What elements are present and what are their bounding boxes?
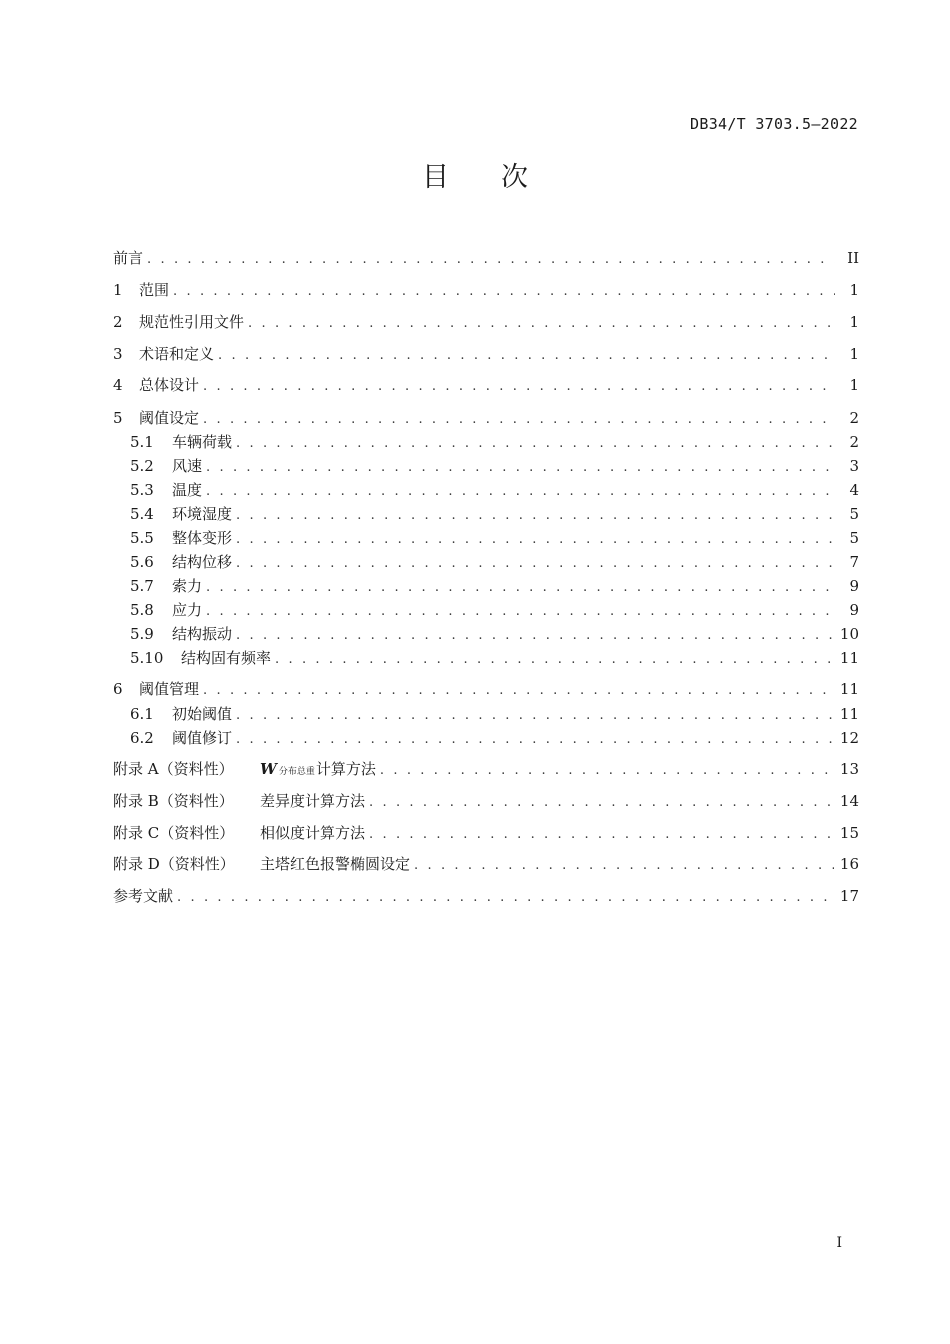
toc-entry-page: II <box>847 249 859 267</box>
appendix-label: 相似度计算方法 <box>260 824 366 842</box>
toc-entry-page: 5 <box>849 505 859 523</box>
appendix-page: 16 <box>839 855 859 873</box>
toc-entry-page: 3 <box>849 457 859 475</box>
dot-leader <box>369 824 834 846</box>
dot-leader <box>203 376 835 398</box>
dot-leader <box>380 760 834 782</box>
toc-entry-page: 1 <box>849 376 859 394</box>
standard-number: DB34/T 3703.5—2022 <box>690 115 858 133</box>
toc-entry-number: 5 <box>113 409 123 427</box>
toc-entry[interactable] <box>113 247 859 269</box>
toc-entry[interactable] <box>130 727 859 749</box>
toc-entry[interactable] <box>130 599 859 621</box>
toc-entry-label: 结构位移 <box>172 553 233 571</box>
toc-entry[interactable] <box>130 551 859 573</box>
toc-entry-number: 5.3 <box>130 481 154 499</box>
toc-entry-number: 1 <box>113 281 123 299</box>
toc-entry-number: 2 <box>113 313 123 331</box>
dot-leader <box>236 729 834 751</box>
toc-entry-label: 车辆荷载 <box>172 433 233 451</box>
toc-references-entry[interactable] <box>113 885 859 907</box>
toc-entry-page: 10 <box>839 625 859 643</box>
dot-leader <box>203 680 834 702</box>
toc-entry-number: 6 <box>113 680 123 698</box>
title-char-2: 次 <box>501 162 528 193</box>
toc-entry[interactable] <box>113 407 859 429</box>
appendix-prefix: 附录 C（资料性） <box>113 824 235 842</box>
toc-entry-label: 环境湿度 <box>172 505 233 523</box>
toc-entry-page: 12 <box>839 729 859 747</box>
appendix-label: 差异度计算方法 <box>260 792 366 810</box>
appendix-prefix: 附录 B（资料性） <box>113 792 234 810</box>
toc-entry-page: 11 <box>839 705 859 723</box>
toc-entry-label: 结构振动 <box>172 625 233 643</box>
toc-entry-page: 1 <box>849 281 859 299</box>
appendix-page: 15 <box>839 824 859 842</box>
toc-entry[interactable] <box>130 623 859 645</box>
dot-leader <box>236 625 834 647</box>
dot-leader <box>248 313 835 335</box>
toc-entry-label: 结构固有频率 <box>181 649 272 667</box>
dot-leader <box>206 481 835 503</box>
appendix-prefix: 附录 D（资料性） <box>113 855 235 873</box>
toc-entry-label: 总体设计 <box>139 376 200 394</box>
dot-leader <box>369 792 834 814</box>
toc-entry-page: 9 <box>849 577 859 595</box>
toc-appendix-entry[interactable] <box>113 853 859 875</box>
toc-entry[interactable] <box>113 343 859 365</box>
toc-entry[interactable] <box>113 678 859 700</box>
references-page: 17 <box>839 887 859 905</box>
toc-entry-number: 5.1 <box>130 433 154 451</box>
toc-entry-number: 5.2 <box>130 457 154 475</box>
toc-entry-number: 4 <box>113 376 123 394</box>
toc-entry[interactable] <box>130 503 859 525</box>
toc-entry-label: 风速 <box>172 457 203 475</box>
toc-entry-page: 4 <box>849 481 859 499</box>
toc-entry-number: 5.4 <box>130 505 154 523</box>
toc-entry-label: 术语和定义 <box>139 345 215 363</box>
toc-entry-number: 6.2 <box>130 729 154 747</box>
references-label: 参考文献 <box>113 887 174 905</box>
toc-appendix-entry[interactable] <box>113 822 859 844</box>
dot-leader <box>206 457 835 479</box>
dot-leader <box>206 601 835 623</box>
toc-entry-label: 索力 <box>172 577 203 595</box>
dot-leader <box>203 409 835 431</box>
toc-entry-page: 1 <box>849 313 859 331</box>
toc-entry[interactable] <box>130 527 859 549</box>
toc-entry[interactable] <box>113 279 859 301</box>
dot-leader <box>414 855 834 877</box>
formula-subscript: 分布总重 <box>278 767 315 777</box>
toc-entry-label: 范围 <box>139 281 170 299</box>
toc-entry-label: 整体变形 <box>172 529 233 547</box>
formula-variable: W <box>260 760 277 778</box>
dot-leader <box>236 505 835 527</box>
toc-entry-label: 规范性引用文件 <box>139 313 245 331</box>
toc-entry-page: 2 <box>849 409 859 427</box>
toc-entry-label: 前言 <box>113 249 144 267</box>
toc-entry[interactable] <box>113 374 859 396</box>
dot-leader <box>236 553 835 575</box>
toc-entry[interactable] <box>130 703 859 725</box>
toc-entry-label: 初始阈值 <box>172 705 233 723</box>
toc-appendix-entry[interactable] <box>113 758 859 780</box>
dot-leader <box>177 887 834 909</box>
footer-page-number: I <box>836 1235 842 1251</box>
toc-entry-page: 2 <box>849 433 859 451</box>
appendix-page: 13 <box>839 760 859 778</box>
toc-entry-label: 温度 <box>172 481 203 499</box>
title-char-1: 目 <box>422 162 449 193</box>
toc-entry[interactable] <box>113 311 859 333</box>
toc-entry-page: 7 <box>849 553 859 571</box>
dot-leader <box>236 433 835 455</box>
toc-entry[interactable] <box>130 455 859 477</box>
toc-entry[interactable] <box>130 431 859 453</box>
dot-leader <box>275 649 834 671</box>
toc-entry[interactable] <box>130 575 859 597</box>
toc-entry-number: 6.1 <box>130 705 154 723</box>
dot-leader <box>218 345 835 367</box>
toc-entry-label: 阈值管理 <box>139 680 200 698</box>
toc-entry-page: 5 <box>849 529 859 547</box>
toc-entry-number: 5.6 <box>130 553 154 571</box>
toc-entry[interactable] <box>130 647 859 669</box>
toc-entry-number: 5.9 <box>130 625 154 643</box>
dot-leader <box>236 705 834 727</box>
appendix-label: 主塔红色报警椭圆设定 <box>260 855 411 873</box>
toc-entry[interactable] <box>130 479 859 501</box>
toc-entry-number: 5.10 <box>130 649 164 667</box>
toc-entry-number: 5.8 <box>130 601 154 619</box>
toc-entry-page: 1 <box>849 345 859 363</box>
dot-leader <box>173 281 835 303</box>
toc-entry-number: 5.7 <box>130 577 154 595</box>
toc-entry-label: 阈值修订 <box>172 729 233 747</box>
dot-leader <box>147 249 835 271</box>
toc-entry-number: 3 <box>113 345 123 363</box>
page-title <box>0 155 950 194</box>
toc-entry-label: 应力 <box>172 601 203 619</box>
appendix-page: 14 <box>839 792 859 810</box>
dot-leader <box>206 577 835 599</box>
toc-entry-page: 11 <box>839 649 859 667</box>
toc-entry-page: 9 <box>849 601 859 619</box>
toc-entry-label: 阈值设定 <box>139 409 200 427</box>
dot-leader <box>236 529 835 551</box>
appendix-label: 计算方法 <box>315 760 376 778</box>
toc-entry-number: 5.5 <box>130 529 154 547</box>
appendix-prefix: 附录 A（资料性） <box>113 760 234 778</box>
toc-appendix-entry[interactable] <box>113 790 859 812</box>
toc-entry-page: 11 <box>839 680 859 698</box>
